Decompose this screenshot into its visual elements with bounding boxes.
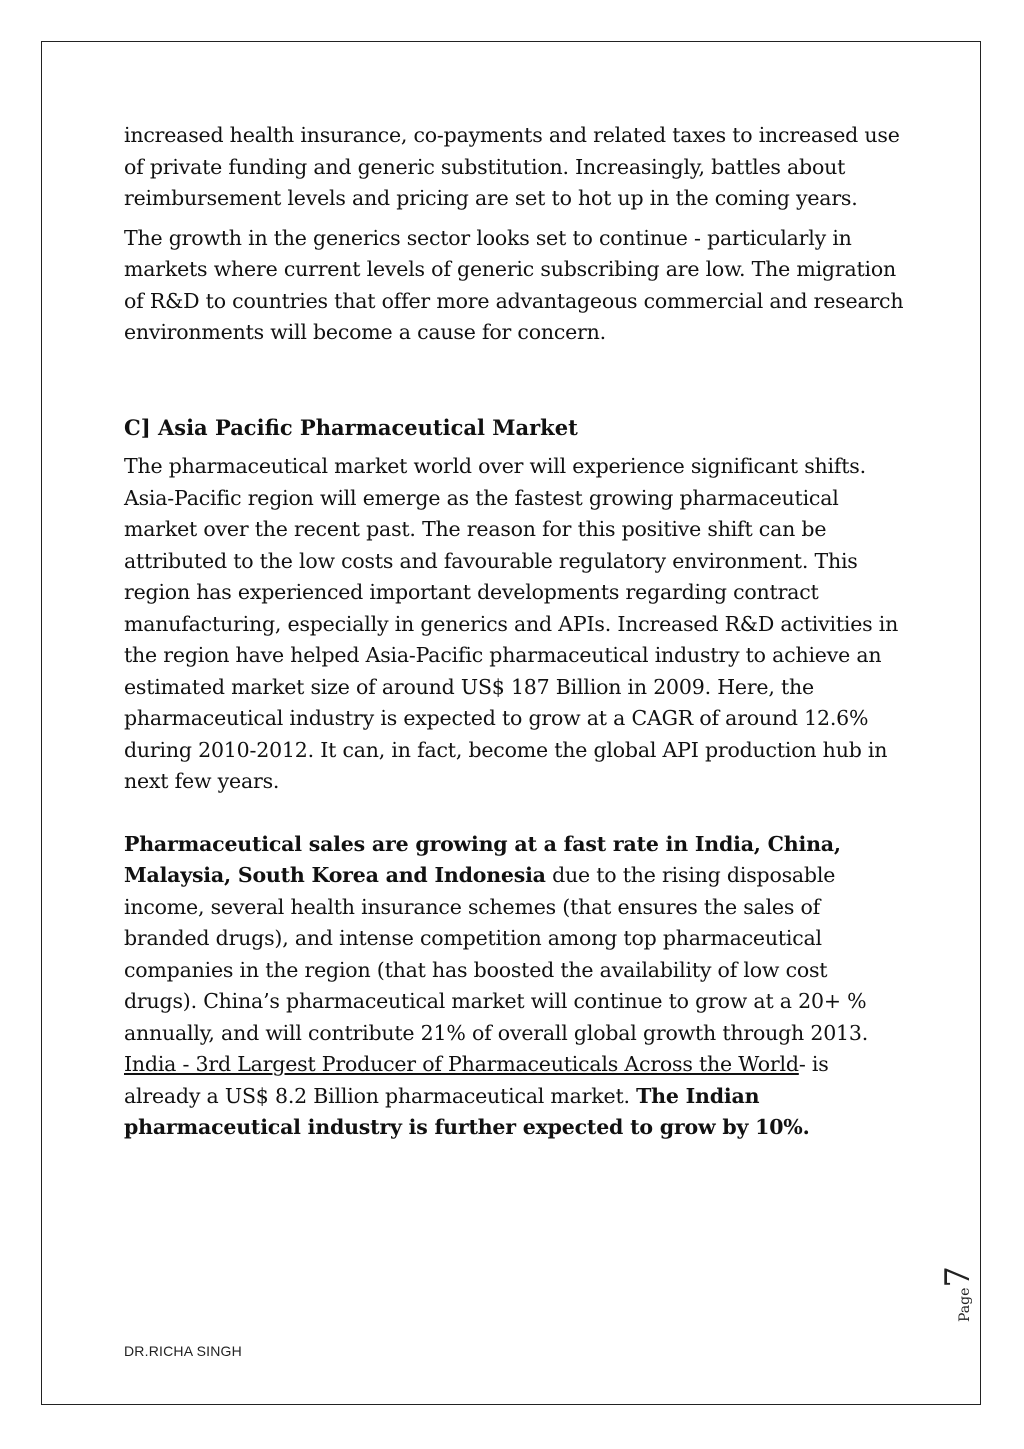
body-text: due to the rising disposable income, several health insurance schemes (that ensures the sales of branded drugs), and intense competition among top pharmaceutical companies in the region (that has boosted the availability of low cost drugs). China’s pharmaceutical market will continue to grow at a 20+ % annually, and will contribute 21% of overall global growth through 2013. — [124, 863, 869, 1045]
bold-india-growth-text: The Indian pharmaceutical industry is further expected to grow by 10%. — [124, 1083, 810, 1139]
paragraph-reimbursement: increased health insurance, co-payments and related taxes to increased use of private funding and generic substitution. Increasingly, battles about reimbursement levels and pricing are set to hot up in the coming years. — [124, 123, 900, 210]
underlined-india-text: India - 3rd Largest Producer of Pharmaceuticals Across the World — [124, 1052, 799, 1076]
paragraph-asia-pacific-market: The pharmaceutical market world over will experience significant shifts. Asia-Pacific region will emerge as the fastest growing pharmaceutical market over the recent past. The reason for this positive shift can be attributed to the low costs and favourable regulatory environment. This region has experienced important developments regarding contract manufacturing, especially in generics and APIs. Increased R&D activities in the region have helped Asia-Pacific pharmaceutical industry to achieve an estimated market size of around US$ 187 Billion in 2009. Here, the pharmaceutical industry is expected to grow at a CAGR of around 12.6% during 2010-2012. It can, in fact, become the global API production hub in next few years. — [124, 454, 899, 793]
page-label: Page — [957, 1287, 973, 1322]
page-number-value: 7 — [938, 1265, 978, 1288]
paragraph-pharma-sales — [124, 829, 904, 1144]
page-content — [124, 120, 904, 1144]
footer-author: DR.RICHA SINGH — [124, 1343, 242, 1359]
page-number — [938, 1262, 988, 1322]
paragraph-generics-growth: The growth in the generics sector looks set to continue - particularly in markets where current levels of generic subscribing are low. The migration of R&D to countries that offer more advantageous commercial and research environments will become a cause for concern. — [124, 225, 904, 344]
bold-lead-text: Pharmaceutical sales are growing at a fast rate in India, China, Malaysia, South Korea and Indonesia — [124, 831, 841, 887]
body-text-india: - is already a US$ 8.2 Billion pharmaceutical market. — [124, 1052, 829, 1108]
section-heading: C] Asia Pacific Pharmaceutical Market — [124, 414, 578, 440]
